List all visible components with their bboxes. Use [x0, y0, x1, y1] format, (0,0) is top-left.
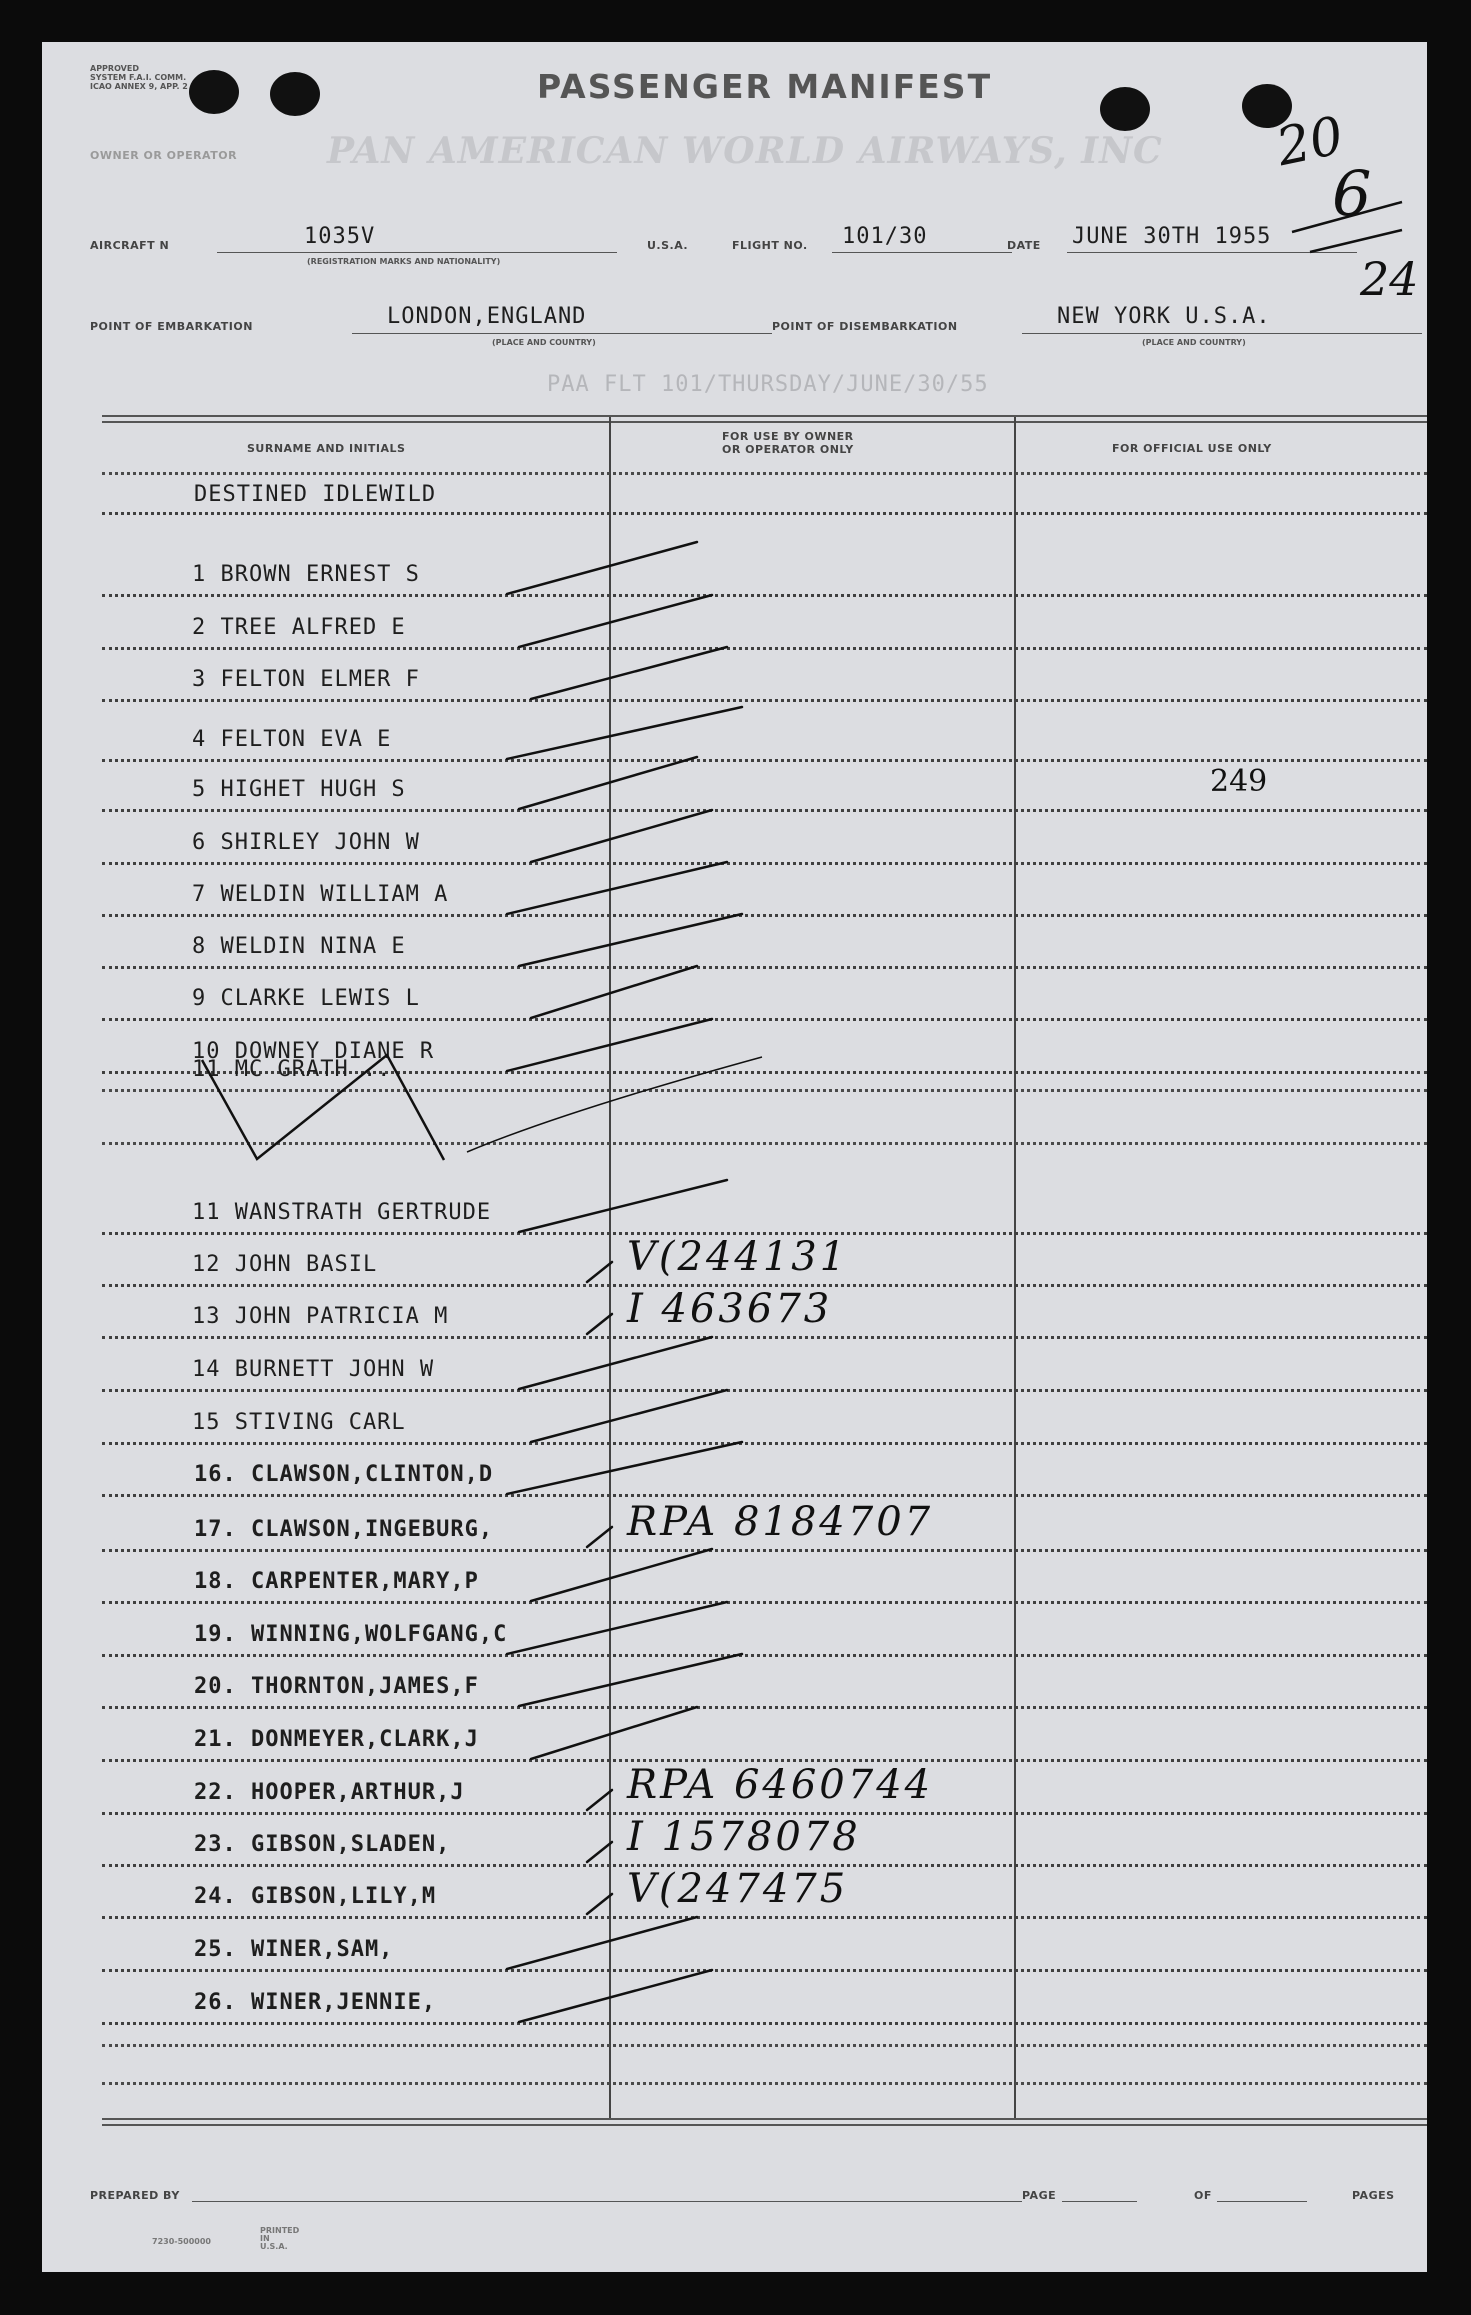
check-tick [519, 1337, 712, 1389]
passport-note: I 463673 [627, 1286, 833, 1332]
check-tick [531, 647, 727, 699]
aircraft-value: 1035V [304, 224, 376, 249]
check-tick [519, 757, 697, 809]
check-tick [531, 1549, 712, 1601]
date-value: JUNE 30TH 1955 [1072, 224, 1272, 249]
passport-note: V(247475 [627, 1866, 849, 1912]
strike-zigzag [202, 1055, 444, 1160]
struck-row: 11 MC GRATH ... [192, 1057, 406, 1082]
passenger-name: 5 HIGHET HUGH S [192, 777, 406, 802]
check-tick [519, 1180, 727, 1232]
strike-curve [467, 1057, 762, 1152]
passport-note: I 1578078 [627, 1814, 861, 1860]
col-surname-header: SURNAME AND INITIALS [247, 442, 406, 455]
approved-note: APPROVED SYSTEM F.A.I. COMM. ICAO ANNEX 9, APP. 2 [90, 64, 188, 91]
passenger-name: 17. CLAWSON,INGEBURG, [194, 1517, 494, 1542]
check-tick [587, 1842, 612, 1862]
usa-label: U.S.A. [647, 239, 689, 252]
col-official-header: FOR OFFICIAL USE ONLY [1112, 442, 1272, 455]
faded-flight-line: PAA FLT 101/THURSDAY/JUNE/30/55 [547, 372, 989, 397]
passenger-name: 25. WINER,SAM, [194, 1937, 394, 1962]
passenger-name: 18. CARPENTER,MARY,P [194, 1569, 479, 1594]
passenger-name: 21. DONMEYER,CLARK,J [194, 1727, 479, 1752]
col-owner-header: FOR USE BY OWNER OR OPERATOR ONLY [722, 430, 854, 456]
of-label: OF [1194, 2189, 1212, 2202]
check-tick [587, 1894, 612, 1914]
flight-value: 101/30 [842, 224, 928, 249]
pages-label: PAGES [1352, 2189, 1395, 2202]
check-tick [587, 1527, 612, 1547]
passenger-name: 19. WINNING,WOLFGANG,C [194, 1622, 508, 1647]
corner-number: 20 [1271, 105, 1349, 179]
page-label: PAGE [1022, 2189, 1057, 2202]
passenger-name: 15 STIVING CARL [192, 1410, 406, 1435]
aircraft-label: AIRCRAFT N [90, 239, 170, 252]
passenger-name: 12 JOHN BASIL [192, 1252, 378, 1277]
embark-label: POINT OF EMBARKATION [90, 320, 253, 333]
check-tick [519, 914, 742, 966]
corner-fraction-bottom: 24 [1360, 252, 1419, 306]
check-tick [531, 810, 712, 862]
official-number: 249 [1210, 764, 1268, 799]
pen-checkmarks [42, 42, 1427, 2272]
passenger-name: 20. THORNTON,JAMES,F [194, 1674, 479, 1699]
embark-value: LONDON,ENGLAND [387, 304, 587, 329]
form-code: 7230-500000 [152, 2237, 211, 2246]
passenger-name: 3 FELTON ELMER F [192, 667, 420, 692]
embark-sublabel: (PLACE AND COUNTRY) [492, 338, 596, 347]
passenger-name: 2 TREE ALFRED E [192, 615, 406, 640]
passenger-name: 24. GIBSON,LILY,M [194, 1884, 437, 1909]
check-tick [507, 1442, 742, 1494]
passenger-name: 4 FELTON EVA E [192, 727, 392, 752]
prepared-by-label: PREPARED BY [90, 2189, 180, 2202]
owner-label: OWNER OR OPERATOR [90, 149, 238, 162]
form-title: PASSENGER MANIFEST [537, 67, 993, 106]
check-tick [507, 1019, 712, 1071]
passenger-name: 7 WELDIN WILLIAM A [192, 882, 449, 907]
check-tick [519, 1654, 742, 1706]
passenger-name: 23. GIBSON,SLADEN, [194, 1832, 451, 1857]
disembark-label: POINT OF DISEMBARKATION [772, 320, 958, 333]
check-tick [519, 595, 712, 647]
aircraft-sublabel: (REGISTRATION MARKS AND NATIONALITY) [307, 257, 501, 266]
check-tick [531, 966, 697, 1018]
check-tick [507, 1917, 697, 1969]
passenger-name: 1 BROWN ERNEST S [192, 562, 420, 587]
passenger-name: 13 JOHN PATRICIA M [192, 1304, 449, 1329]
passenger-name: 26. WINER,JENNIE, [194, 1990, 437, 2015]
printed-note: PRINTED IN U.S.A. [260, 2226, 300, 2251]
passenger-name: 22. HOOPER,ARTHUR,J [194, 1780, 465, 1805]
passenger-name: 14 BURNETT JOHN W [192, 1357, 435, 1382]
check-tick [587, 1262, 612, 1282]
passenger-name: 11 WANSTRATH GERTRUDE [192, 1200, 492, 1225]
check-tick [531, 1390, 727, 1442]
manifest-sheet [42, 42, 1427, 2272]
disembark-value: NEW YORK U.S.A. [1057, 304, 1271, 329]
disembark-sublabel: (PLACE AND COUNTRY) [1142, 338, 1246, 347]
corner-fraction-bar [1292, 202, 1402, 252]
passenger-name: 6 SHIRLEY JOHN W [192, 830, 420, 855]
passenger-name: 8 WELDIN NINA E [192, 934, 406, 959]
check-tick [519, 1970, 712, 2022]
passenger-name: 16. CLAWSON,CLINTON,D [194, 1462, 494, 1487]
date-label: DATE [1007, 239, 1041, 252]
check-tick [507, 707, 742, 759]
check-tick [507, 1602, 727, 1654]
passport-note: V(244131 [627, 1234, 849, 1280]
check-tick [531, 1707, 697, 1759]
corner-fraction-top: 6 [1332, 157, 1372, 230]
passenger-name: 9 CLARKE LEWIS L [192, 986, 420, 1011]
flight-label: FLIGHT NO. [732, 239, 808, 252]
check-tick [507, 542, 697, 594]
owner-value: PAN AMERICAN WORLD AIRWAYS, INC [327, 130, 1163, 172]
destined-row: DESTINED IDLEWILD [194, 482, 437, 507]
passenger-name: 10 DOWNEY DIANE R [192, 1039, 435, 1064]
passport-note: RPA 6460744 [627, 1762, 934, 1808]
check-tick [507, 862, 727, 914]
check-tick [587, 1314, 612, 1334]
check-tick [587, 1790, 612, 1810]
passport-note: RPA 8184707 [627, 1499, 934, 1545]
